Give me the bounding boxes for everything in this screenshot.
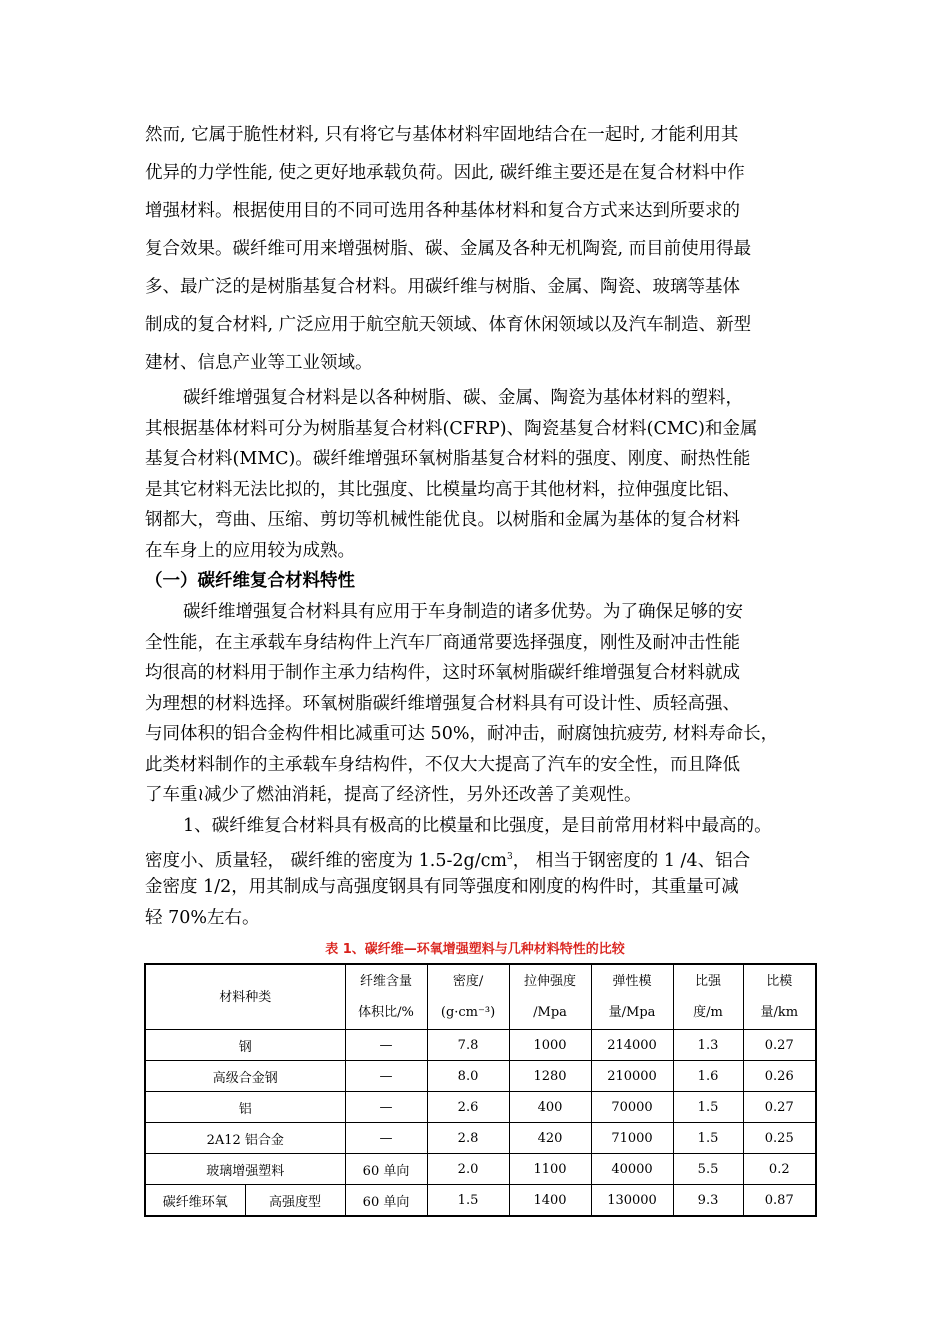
table-cell: 高强度型 <box>245 1185 345 1217</box>
table-cell: — <box>345 1092 427 1123</box>
table-cell: 钢 <box>145 1030 345 1061</box>
header-cell: 比模 量/km <box>743 964 816 1030</box>
table-cell: 130000 <box>591 1185 673 1217</box>
table-row <box>145 1061 816 1092</box>
header-cell: 拉伸强度 /Mpa <box>509 964 591 1030</box>
table-cell: 7.8 <box>427 1030 509 1061</box>
paragraph-4 <box>145 811 810 933</box>
paragraph-1 <box>145 116 810 382</box>
paragraph-2 <box>145 383 810 566</box>
table-cell: 60 单向 <box>345 1185 427 1217</box>
text-line: 为理想的材料选择。环氧树脂碳纤维增强复合材料具有可设计性、质轻高强、 <box>145 693 740 714</box>
section-heading: （一）碳纤维复合材料特性 <box>145 571 355 591</box>
table-cell: 1100 <box>509 1154 591 1185</box>
table-cell: 210000 <box>591 1061 673 1092</box>
table-cell: 2.8 <box>427 1123 509 1154</box>
table-row <box>145 1123 816 1154</box>
table-cell: 5.5 <box>673 1154 743 1185</box>
text-line: 与同体积的铝合金构件相比减重可达 50%，耐冲击，耐腐蚀抗疲劳, 材料寿命长， <box>145 724 779 744</box>
table-cell: 2.0 <box>427 1154 509 1185</box>
paragraph-3 <box>145 597 810 811</box>
table-cell: 71000 <box>591 1123 673 1154</box>
table-header-row <box>145 964 816 1030</box>
table-cell: 70000 <box>591 1092 673 1123</box>
table-cell: 8.0 <box>427 1061 509 1092</box>
text-line: 了车重≀减少了燃油消耗，提高了经济性，另外还改善了美观性。 <box>145 785 642 805</box>
header-cell: 比强 度/m <box>673 964 743 1030</box>
text-line <box>145 842 810 873</box>
table-cell: 60 单向 <box>345 1154 427 1185</box>
density-text-cont: ， 相当于钢密度的 1 /4、铝合 <box>512 850 751 871</box>
table-cell: 40000 <box>591 1154 673 1185</box>
text-line: 是其它材料无法比拟的，其比强度、比模量均高于其他材料，拉伸强度比铝、 <box>145 479 740 500</box>
table-cell: 铝 <box>145 1092 345 1123</box>
table-cell: 高级合金钢 <box>145 1061 345 1092</box>
header-cell: 纤维含量 体积比/% <box>345 964 427 1030</box>
table-cell: 0.27 <box>743 1092 816 1123</box>
text-line: 钢都大，弯曲、压缩、剪切等机械性能优良。以树脂和金属为基体的复合材料 <box>145 510 740 530</box>
superscript: 3 <box>507 851 513 862</box>
text-line: 多、最广泛的是树脂基复合材料。用碳纤维与树脂、金属、陶瓷、玻璃等基体 <box>145 277 740 297</box>
table-row <box>145 1092 816 1123</box>
table-caption: 表 1、碳纤维—环氧增强塑料与几种材料特性的比较 <box>325 942 625 957</box>
table-cell: 2A12 铝合金 <box>145 1123 345 1154</box>
table-cell: 2.6 <box>427 1092 509 1123</box>
table-cell: 1.5 <box>673 1092 743 1123</box>
table-cell: 0.26 <box>743 1061 816 1092</box>
table-cell: 碳纤维环氧 <box>145 1185 245 1217</box>
header-cell: 密度/ (g·cm⁻³) <box>427 964 509 1030</box>
table-cell: 1000 <box>509 1030 591 1061</box>
table-cell: — <box>345 1061 427 1092</box>
text-line: 在车身上的应用较为成熟。 <box>145 540 355 561</box>
text-line: 然而, 它属于脆性材料, 只有将它与基体材料牢固地结合在一起时, 才能利用其 <box>145 125 739 145</box>
text-line: 轻 70%左右。 <box>145 907 260 928</box>
text-line: 优异的力学性能, 使之更好地承载负荷。因此, 碳纤维主要还是在复合材料中作 <box>145 163 745 183</box>
table-cell: 1400 <box>509 1185 591 1217</box>
text-line: 复合效果。碳纤维可用来增强树脂、碳、金属及各种无机陶瓷, 而目前使用得最 <box>145 239 752 259</box>
text-line: 碳纤维增强复合材料是以各种树脂、碳、金属、陶瓷为基体材料的塑料， <box>183 388 743 408</box>
text-line: 1、碳纤维复合材料具有极高的比模量和比强度，是目前常用材料中最高的。 <box>183 816 772 836</box>
table-cell: 0.87 <box>743 1185 816 1217</box>
density-text: 密度小、质量轻， 碳纤维的密度为 1.5-2g/cm <box>145 850 507 871</box>
table-row <box>145 1154 816 1185</box>
table-cell: — <box>345 1030 427 1061</box>
text-line: 全性能，在主承载车身结构件上汽车厂商通常要选择强度，刚性及耐冲击性能 <box>145 632 740 653</box>
table-cell: 1280 <box>509 1061 591 1092</box>
header-cell: 材料种类 <box>145 964 345 1030</box>
text-line: 均很高的材料用于制作主承力结构件，这时环氧树脂碳纤维增强复合材料就成 <box>145 663 740 683</box>
table-cell: 0.27 <box>743 1030 816 1061</box>
table-cell: 0.25 <box>743 1123 816 1154</box>
text-line: 基复合材料(MMC)。碳纤维增强环氧树脂基复合材料的强度、刚度、耐热性能 <box>145 449 751 469</box>
table-cell: 1.5 <box>427 1185 509 1217</box>
table-cell: 1.3 <box>673 1030 743 1061</box>
table-cell: — <box>345 1123 427 1154</box>
table-row <box>145 1030 816 1061</box>
table-cell: 400 <box>509 1092 591 1123</box>
text-line: 金密度 1/2，用其制成与高强度钢具有同等强度和刚度的构件时，其重量可减 <box>145 877 739 897</box>
table-cell: 214000 <box>591 1030 673 1061</box>
table-cell: 9.3 <box>673 1185 743 1217</box>
table-cell: 玻璃增强塑料 <box>145 1154 345 1185</box>
table-row <box>145 1185 816 1217</box>
comparison-table <box>144 963 817 1217</box>
table-cell: 1.6 <box>673 1061 743 1092</box>
text-line: 制成的复合材料, 广泛应用于航空航天领域、体育休闲领域以及汽车制造、新型 <box>145 315 752 335</box>
table-cell: 1.5 <box>673 1123 743 1154</box>
text-line: 建材、信息产业等工业领域。 <box>145 353 373 373</box>
header-cell: 弹性模 量/Mpa <box>591 964 673 1030</box>
text-line: 此类材料制作的主承载车身结构件，不仅大大提高了汽车的安全性，而且降低 <box>145 754 740 775</box>
text-line: 其根据基体材料可分为树脂基复合材料(CFRP)、陶瓷基复合材料(CMC)和金属 <box>145 418 758 439</box>
text-line: 碳纤维增强复合材料具有应用于车身制造的诸多优势。为了确保足够的安 <box>183 602 743 622</box>
text-line: 增强材料。根据使用目的不同可选用各种基体材料和复合方式来达到所要求的 <box>145 201 740 221</box>
table-cell: 420 <box>509 1123 591 1154</box>
table-cell: 0.2 <box>743 1154 816 1185</box>
